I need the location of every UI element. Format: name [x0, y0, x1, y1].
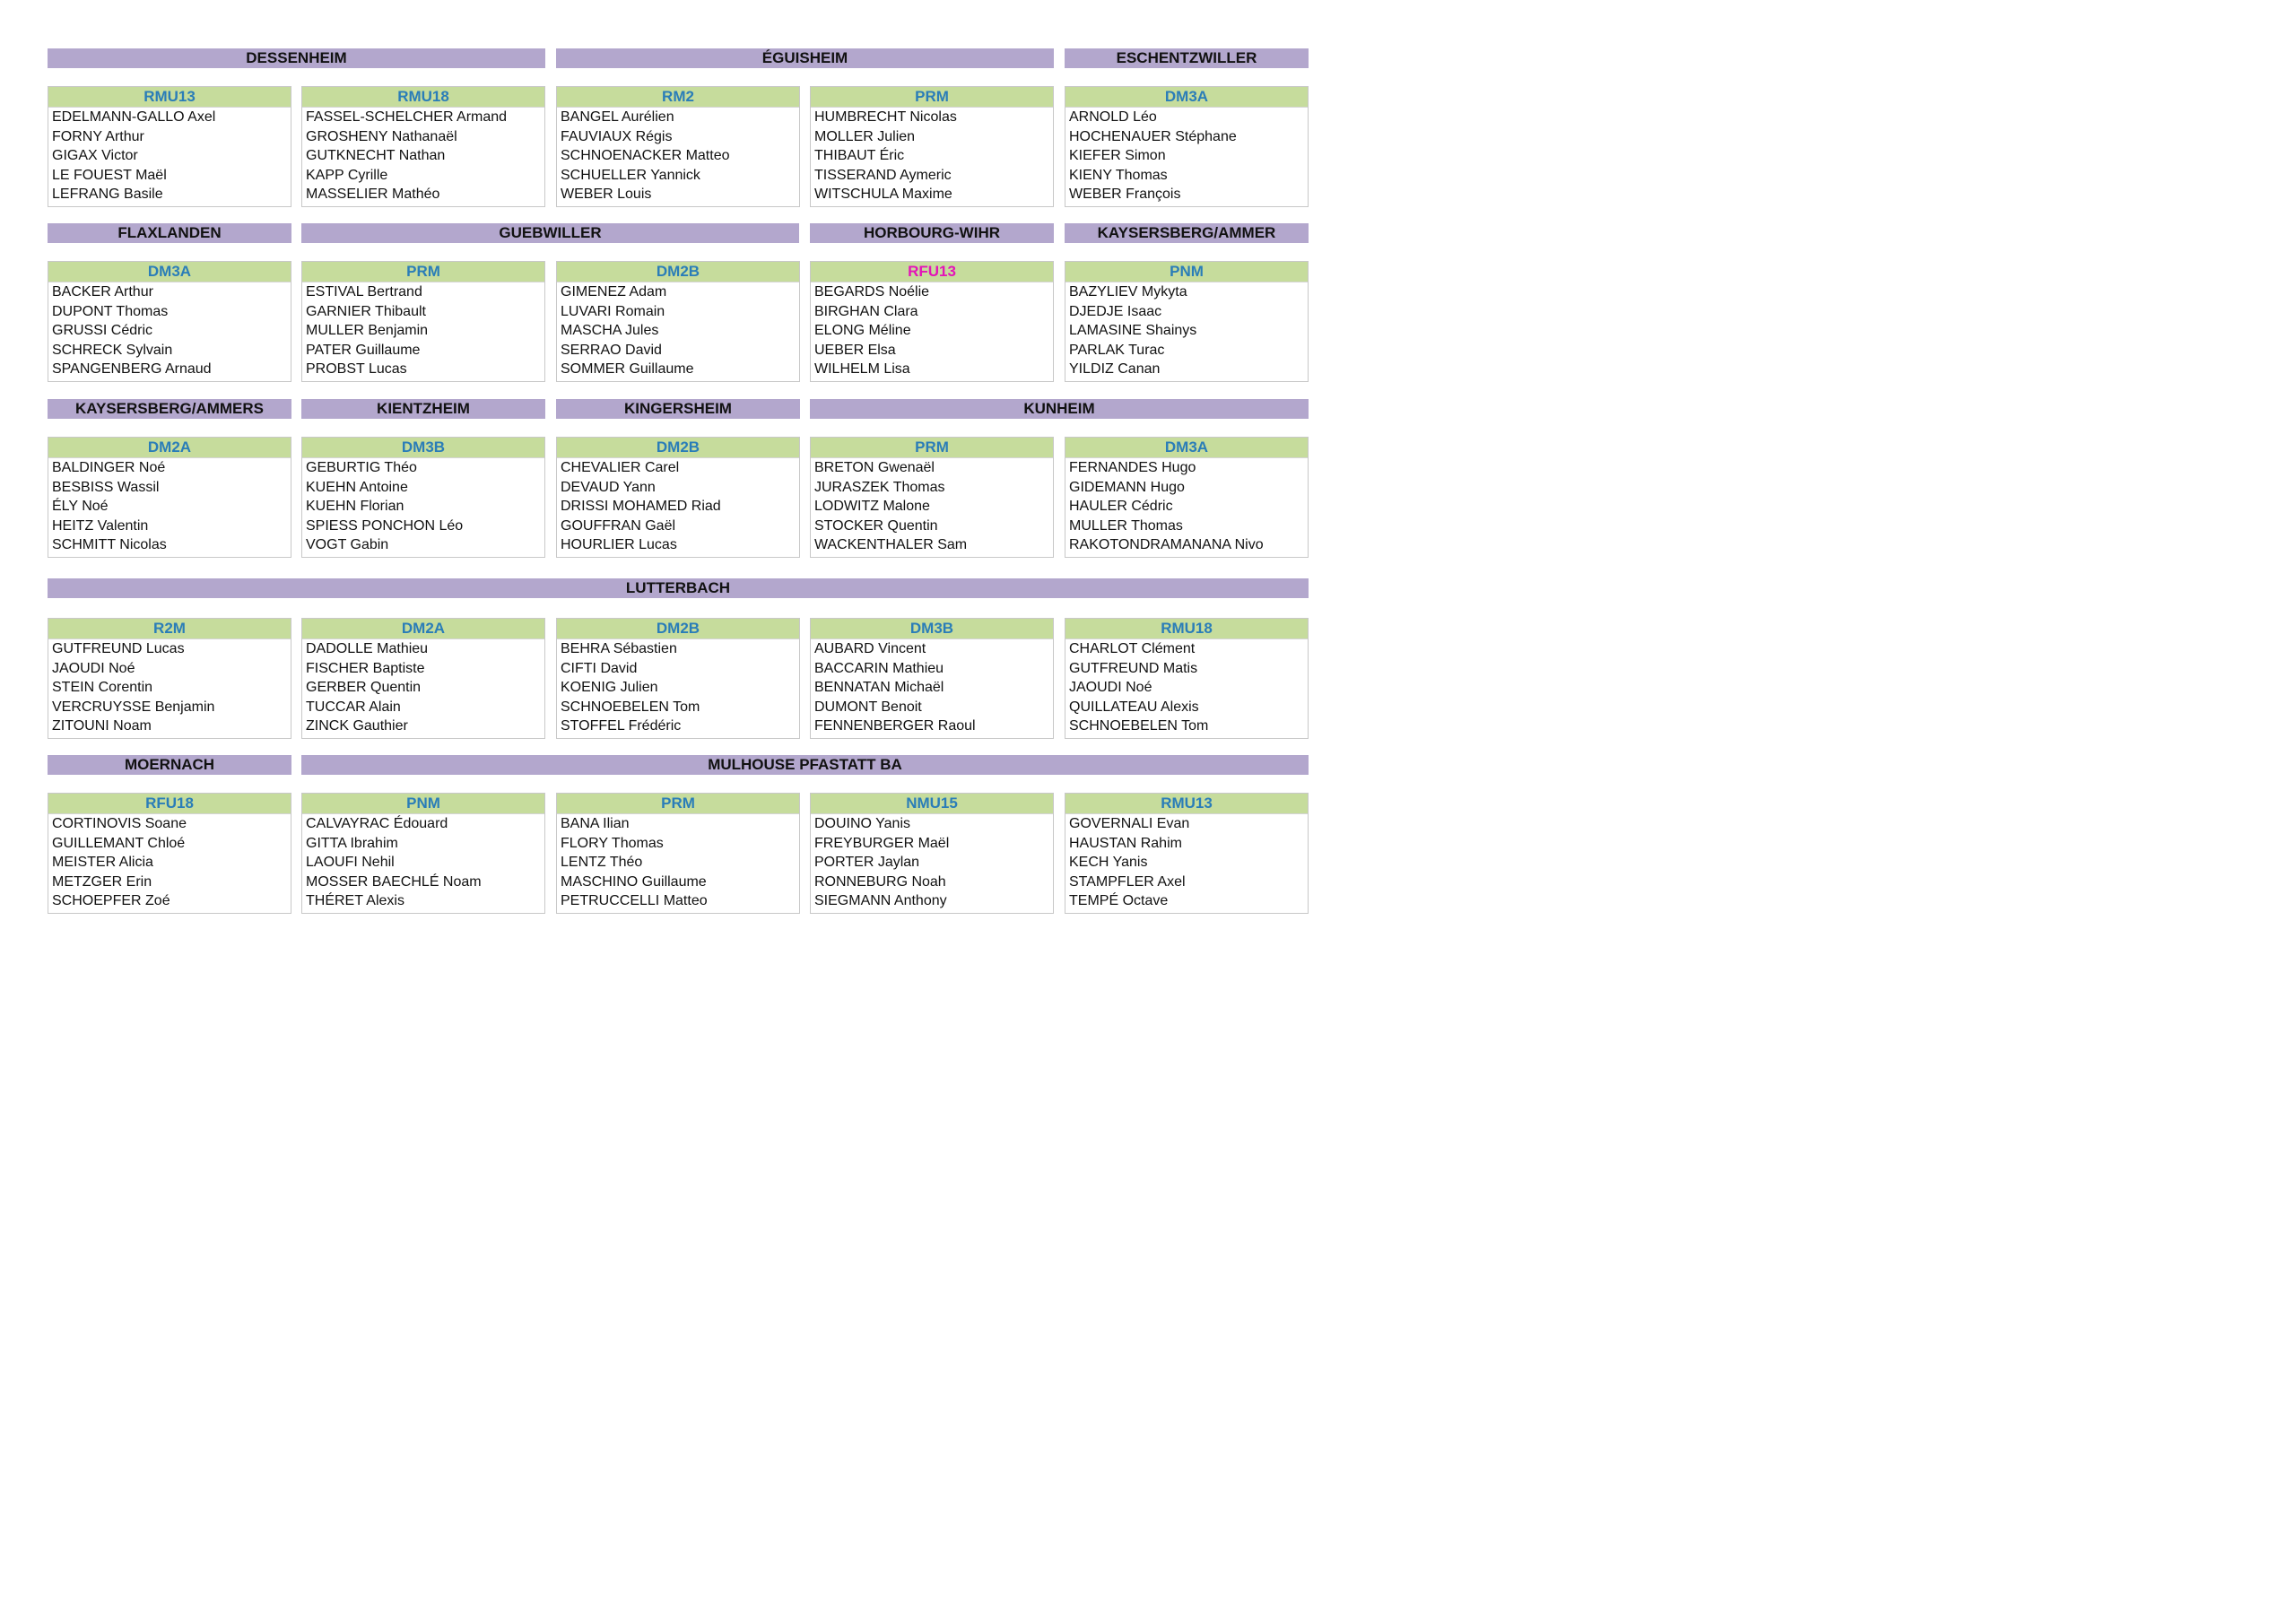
player-name: CHARLOT Clément — [1069, 641, 1196, 656]
player-name: BACKER Arthur — [52, 284, 153, 300]
player-name: FISCHER Baptiste — [306, 660, 425, 676]
club-header-kunheim: KUNHEIM — [810, 399, 1309, 419]
player-name: GRUSSI Cédric — [52, 323, 153, 338]
player-name: DOUINO Yanis — [814, 816, 910, 831]
team-label: RFU13 — [811, 262, 1053, 282]
team-box — [301, 618, 545, 739]
player-name: FREYBURGER Maël — [814, 835, 950, 851]
player-name: BIRGHAN Clara — [814, 303, 918, 319]
player-list — [557, 639, 799, 738]
player-name: MULLER Thomas — [1069, 517, 1183, 534]
player-list — [811, 108, 1053, 206]
club-header-eguisheim: ÉGUISHEIM — [556, 48, 1054, 68]
player-name: BESBISS Wassil — [52, 479, 160, 495]
player-name: FERNANDES Hugo — [1069, 460, 1196, 475]
player-name: HOCHENAUER Stéphane — [1069, 128, 1237, 144]
team-label: DM2A — [48, 438, 291, 458]
player-name: STOCKER Quentin — [814, 517, 938, 534]
player-name: RAKOTONDRAMANANA Nivo — [1069, 537, 1264, 552]
team-box — [48, 86, 291, 207]
player-name: TISSERAND Aymeric — [814, 167, 952, 183]
team-box — [556, 618, 800, 739]
team-box — [1065, 86, 1309, 207]
team-box — [810, 86, 1054, 207]
player-name: RONNEBURG Noah — [814, 873, 946, 890]
team-label: DM3A — [48, 262, 291, 282]
team-box — [810, 437, 1054, 558]
player-name: SCHRECK Sylvain — [52, 342, 173, 358]
player-name: MULLER Benjamin — [306, 323, 429, 338]
player-name: VERCRUYSSE Benjamin — [52, 699, 215, 715]
player-name: YILDIZ Canan — [1069, 361, 1161, 377]
player-name: CIFTI David — [561, 660, 638, 676]
team-box — [556, 86, 800, 207]
player-name: SOMMER Guillaume — [561, 361, 694, 377]
player-name: LAOUFI Nehil — [306, 855, 395, 870]
club-header-kaysersberg-ammer: KAYSERSBERG/AMMER — [1065, 223, 1309, 243]
roster-page — [0, 0, 1395, 986]
player-name: KAPP Cyrille — [306, 167, 388, 183]
team-label: DM3B — [302, 438, 544, 458]
player-name: ÉLY Noé — [52, 499, 109, 514]
player-name: MASCHINO Guillaume — [561, 873, 707, 890]
player-list — [302, 108, 544, 206]
player-name: JURASZEK Thomas — [814, 479, 945, 495]
team-box — [1065, 618, 1309, 739]
player-name: GUTFREUND Lucas — [52, 641, 185, 656]
player-name: PROBST Lucas — [306, 361, 407, 377]
player-name: SPANGENBERG Arnaud — [52, 361, 212, 377]
player-name: GROSHENY Nathanaël — [306, 128, 457, 144]
player-name: STOFFEL Frédéric — [561, 718, 682, 734]
club-header-horbourg-wihr: HORBOURG-WIHR — [810, 223, 1054, 243]
player-name: METZGER Erin — [52, 873, 152, 890]
player-name: MOSSER BAECHLÉ Noam — [306, 873, 482, 890]
player-name: FASSEL-SCHELCHER Armand — [306, 109, 508, 125]
player-name: PORTER Jaylan — [814, 855, 920, 870]
player-name: VOGT Gabin — [306, 537, 389, 552]
player-name: DJEDJE Isaac — [1069, 303, 1162, 319]
player-name: GERBER Quentin — [306, 680, 422, 695]
team-box — [301, 261, 545, 382]
player-name: FLORY Thomas — [561, 835, 664, 851]
team-label: NMU15 — [811, 794, 1053, 814]
player-name: GUTKNECHT Nathan — [306, 148, 446, 163]
player-name: DEVAUD Yann — [561, 479, 656, 495]
player-name: SCHNOEBELEN Tom — [1069, 718, 1209, 734]
player-name: PARLAK Turac — [1069, 342, 1165, 358]
player-name: FENNENBERGER Raoul — [814, 718, 976, 734]
team-box — [1065, 437, 1309, 558]
player-name: SPIESS PONCHON Léo — [306, 517, 464, 534]
player-list — [557, 458, 799, 557]
player-list — [48, 282, 291, 381]
player-list — [1065, 108, 1308, 206]
player-name: LUVARI Romain — [561, 303, 665, 319]
player-name: GIDEMANN Hugo — [1069, 479, 1185, 495]
player-name: KIENY Thomas — [1069, 167, 1168, 183]
team-label: RMU18 — [302, 87, 544, 108]
player-name: HUMBRECHT Nicolas — [814, 109, 957, 125]
player-name: GEBURTIG Théo — [306, 460, 417, 475]
player-name: LEFRANG Basile — [52, 187, 163, 202]
player-name: TEMPÉ Octave — [1069, 893, 1169, 908]
team-label: PRM — [557, 794, 799, 814]
team-box — [301, 437, 545, 558]
player-name: TUCCAR Alain — [306, 699, 401, 715]
player-name: BALDINGER Noé — [52, 460, 166, 475]
club-header-guebwiller: GUEBWILLER — [301, 223, 799, 243]
team-box — [556, 793, 800, 914]
player-name: BANGEL Aurélien — [561, 109, 674, 125]
player-name: LENTZ Théo — [561, 855, 643, 870]
player-name: SCHNOEBELEN Tom — [561, 699, 700, 715]
team-label: R2M — [48, 619, 291, 639]
player-name: GARNIER Thibault — [306, 303, 426, 319]
player-list — [811, 458, 1053, 557]
team-label: RMU13 — [1065, 794, 1308, 814]
player-list — [48, 458, 291, 557]
player-list — [302, 639, 544, 738]
team-box — [810, 261, 1054, 382]
player-name: KECH Yanis — [1069, 855, 1148, 870]
player-name: KUEHN Antoine — [306, 479, 408, 495]
player-name: DRISSI MOHAMED Riad — [561, 499, 721, 514]
player-name: JAOUDI Noé — [52, 660, 135, 676]
player-name: BAZYLIEV Mykyta — [1069, 284, 1187, 300]
player-name: BANA Ilian — [561, 816, 630, 831]
player-name: GOVERNALI Evan — [1069, 816, 1190, 831]
player-list — [1065, 282, 1308, 381]
club-header-kingersheim: KINGERSHEIM — [556, 399, 800, 419]
player-name: HAUSTAN Rahim — [1069, 835, 1182, 851]
player-name: WILHELM Lisa — [814, 361, 910, 377]
player-name: GITTA Ibrahim — [306, 835, 398, 851]
player-name: THIBAUT Éric — [814, 148, 905, 163]
player-name: WEBER Louis — [561, 187, 652, 202]
team-label: PNM — [1065, 262, 1308, 282]
club-header-kientzheim: KIENTZHEIM — [301, 399, 545, 419]
player-name: CHEVALIER Carel — [561, 460, 680, 475]
player-name: ESTIVAL Bertrand — [306, 284, 422, 300]
player-list — [302, 458, 544, 557]
team-box — [810, 793, 1054, 914]
player-name: SCHNOENACKER Matteo — [561, 148, 730, 163]
player-list — [557, 282, 799, 381]
club-header-lutterbach: LUTTERBACH — [48, 578, 1309, 598]
player-list — [48, 814, 291, 913]
player-list — [1065, 458, 1308, 557]
team-label: RFU18 — [48, 794, 291, 814]
player-name: AUBARD Vincent — [814, 641, 926, 656]
player-name: MEISTER Alicia — [52, 855, 153, 870]
team-label: RMU13 — [48, 87, 291, 108]
player-name: PETRUCCELLI Matteo — [561, 893, 708, 908]
team-label: DM2B — [557, 262, 799, 282]
player-name: MOLLER Julien — [814, 128, 916, 144]
club-header-mulhouse-pfastatt-ba: MULHOUSE PFASTATT BA — [301, 755, 1309, 775]
club-header-kaysersberg-ammers: KAYSERSBERG/AMMERS — [48, 399, 291, 419]
player-name: SCHMITT Nicolas — [52, 537, 167, 552]
club-header-flaxlanden: FLAXLANDEN — [48, 223, 291, 243]
team-box — [48, 793, 291, 914]
player-name: HEITZ Valentin — [52, 517, 149, 534]
team-label: RM2 — [557, 87, 799, 108]
team-box — [556, 437, 800, 558]
player-name: FAUVIAUX Régis — [561, 128, 673, 144]
player-name: KIEFER Simon — [1069, 148, 1166, 163]
team-label: DM2A — [302, 619, 544, 639]
player-name: BACCARIN Mathieu — [814, 660, 944, 676]
team-box — [1065, 793, 1309, 914]
player-name: CORTINOVIS Soane — [52, 816, 187, 831]
player-name: ELONG Méline — [814, 323, 911, 338]
player-name: FORNY Arthur — [52, 128, 144, 144]
player-name: DUPONT Thomas — [52, 303, 169, 319]
team-label: RMU18 — [1065, 619, 1308, 639]
club-header-eschentzwiller: ESCHENTZWILLER — [1065, 48, 1309, 68]
team-box — [48, 261, 291, 382]
player-list — [557, 108, 799, 206]
team-label: DM3A — [1065, 438, 1308, 458]
team-label: PRM — [811, 438, 1053, 458]
team-box — [48, 437, 291, 558]
player-name: DADOLLE Mathieu — [306, 641, 429, 656]
player-list — [302, 814, 544, 913]
player-name: MASCHA Jules — [561, 323, 659, 338]
player-name: ZITOUNI Noam — [52, 718, 152, 734]
player-list — [302, 282, 544, 381]
team-box — [301, 793, 545, 914]
club-header-moernach: MOERNACH — [48, 755, 291, 775]
player-name: SIEGMANN Anthony — [814, 893, 947, 908]
club-header-dessenheim: DESSENHEIM — [48, 48, 545, 68]
player-name: UEBER Elsa — [814, 342, 896, 358]
player-name: LE FOUEST Maël — [52, 167, 167, 183]
team-label: DM3A — [1065, 87, 1308, 108]
player-name: QUILLATEAU Alexis — [1069, 699, 1199, 715]
team-box — [1065, 261, 1309, 382]
player-name: CALVAYRAC Édouard — [306, 816, 448, 831]
team-label: PNM — [302, 794, 544, 814]
player-name: HAULER Cédric — [1069, 499, 1173, 514]
player-list — [811, 639, 1053, 738]
player-name: BEGARDS Noélie — [814, 284, 930, 300]
player-name: BENNATAN Michaël — [814, 680, 944, 695]
player-name: DUMONT Benoit — [814, 699, 922, 715]
player-name: WACKENTHALER Sam — [814, 537, 968, 552]
player-name: LAMASINE Shainys — [1069, 323, 1197, 338]
player-name: GIGAX Victor — [52, 148, 138, 163]
player-name: GOUFFRAN Gaël — [561, 517, 676, 534]
player-list — [1065, 814, 1308, 913]
player-name: WEBER François — [1069, 187, 1181, 202]
player-name: GIMENEZ Adam — [561, 284, 667, 300]
team-label: PRM — [302, 262, 544, 282]
player-name: STAMPFLER Axel — [1069, 873, 1186, 890]
player-name: THÉRET Alexis — [306, 893, 404, 908]
team-box — [48, 618, 291, 739]
player-name: PATER Guillaume — [306, 342, 421, 358]
team-box — [301, 86, 545, 207]
player-name: KUEHN Florian — [306, 499, 404, 514]
player-name: BEHRA Sébastien — [561, 641, 677, 656]
player-name: SERRAO David — [561, 342, 662, 358]
player-name: KOENIG Julien — [561, 680, 658, 695]
player-name: WITSCHULA Maxime — [814, 187, 952, 202]
team-label: DM2B — [557, 438, 799, 458]
player-name: BRETON Gwenaël — [814, 460, 935, 475]
player-name: SCHUELLER Yannick — [561, 167, 700, 183]
team-label: DM3B — [811, 619, 1053, 639]
player-list — [1065, 639, 1308, 738]
player-name: MASSELIER Mathéo — [306, 187, 440, 202]
player-list — [557, 814, 799, 913]
player-list — [48, 639, 291, 738]
team-box — [556, 261, 800, 382]
team-box — [810, 618, 1054, 739]
player-name: JAOUDI Noé — [1069, 680, 1152, 695]
player-name: LODWITZ Malone — [814, 499, 930, 514]
player-list — [48, 108, 291, 206]
player-name: EDELMANN-GALLO Axel — [52, 109, 216, 125]
player-name: SCHOEPFER Zoé — [52, 893, 170, 908]
player-name: HOURLIER Lucas — [561, 537, 677, 552]
player-name: GUTFREUND Matis — [1069, 660, 1198, 676]
player-list — [811, 814, 1053, 913]
player-list — [811, 282, 1053, 381]
player-name: GUILLEMANT Chloé — [52, 835, 186, 851]
player-name: ARNOLD Léo — [1069, 109, 1157, 125]
team-label: DM2B — [557, 619, 799, 639]
player-name: STEIN Corentin — [52, 680, 153, 695]
team-label: PRM — [811, 87, 1053, 108]
player-name: ZINCK Gauthier — [306, 718, 408, 734]
